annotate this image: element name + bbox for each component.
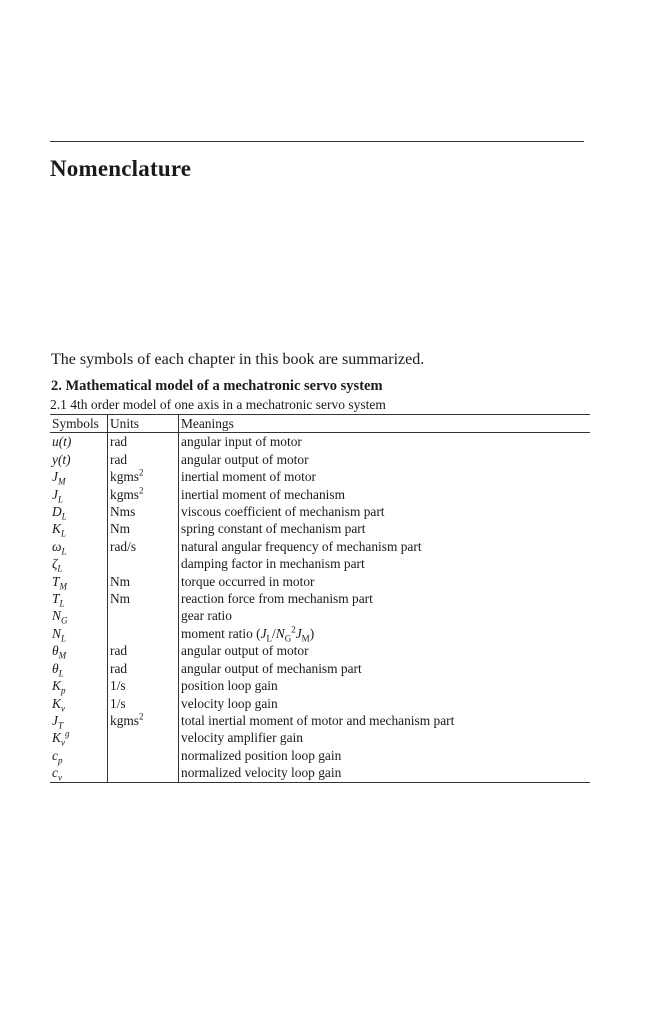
unit-cell — [108, 625, 179, 642]
symbol-cell: $N_G$ — [50, 607, 108, 624]
unit-cell — [108, 764, 179, 782]
column-header-symbols: Symbols — [50, 415, 108, 433]
symbol-cell: $K_v^g$ — [50, 729, 108, 746]
top-rule — [50, 141, 584, 142]
subsection-heading: 2.1 4th order model of one axis in a mechatronic servo system — [50, 397, 386, 412]
table-row — [50, 538, 590, 555]
symbol-cell: $\omega_L$ — [50, 538, 108, 555]
symbol-cell: $K_v$ — [50, 695, 108, 712]
table-row — [50, 729, 590, 746]
unit-cell — [108, 747, 179, 764]
unit-cell: Nm — [108, 573, 179, 590]
meaning-cell: normalized position loop gain — [181, 747, 342, 763]
table-row — [50, 468, 590, 485]
symbol-cell: $J_M$ — [50, 468, 108, 485]
symbol-cell: $T_M$ — [50, 573, 108, 590]
unit-cell: Nm — [108, 520, 179, 537]
unit-cell: rad — [108, 433, 179, 451]
symbol-cell: $N_L$ — [50, 625, 108, 642]
symbol-cell: $J_T$ — [50, 712, 108, 729]
unit-cell: kgms$^2$ — [108, 486, 179, 503]
symbol-cell: $D_L$ — [50, 503, 108, 520]
meaning-cell: velocity amplifier gain — [181, 730, 303, 746]
meaning-cell: torque occurred in motor — [181, 573, 315, 589]
page-title: Nomenclature — [50, 156, 192, 181]
meaning-cell: angular output of motor — [181, 451, 309, 467]
table-row — [50, 503, 590, 520]
table-row — [50, 642, 590, 659]
meaning-cell: angular output of mechanism part — [181, 660, 362, 676]
symbol-cell: $\zeta_L$ — [50, 555, 108, 572]
table-row — [50, 747, 590, 764]
unit-cell — [108, 555, 179, 572]
unit-cell: rad — [108, 642, 179, 659]
table-row — [50, 590, 590, 607]
symbol-cell: $\theta_L$ — [50, 660, 108, 677]
unit-cell: kgms$^2$ — [108, 712, 179, 729]
table-row — [50, 625, 590, 642]
meaning-cell: reaction force from mechanism part — [181, 591, 373, 607]
symbol-cell: $K_p$ — [50, 677, 108, 694]
table-row — [50, 451, 590, 468]
unit-cell: kgms$^2$ — [108, 468, 179, 485]
column-header-units: Units — [108, 415, 179, 433]
table-row — [50, 520, 590, 537]
section-heading: 2. Mathematical model of a mechatronic servo system — [51, 378, 383, 394]
table-row — [50, 660, 590, 677]
column-header-meanings: Meanings — [181, 416, 234, 431]
meaning-cell: angular output of motor — [181, 643, 309, 659]
meaning-cell: angular input of motor — [181, 434, 302, 450]
table-row — [50, 486, 590, 503]
table-row — [50, 695, 590, 712]
meaning-cell: velocity loop gain — [181, 695, 278, 711]
intro-text: The symbols of each chapter in this book are summarized. — [51, 351, 425, 368]
symbol-cell: $\theta_M$ — [50, 642, 108, 659]
table-row — [50, 764, 590, 782]
symbol-cell: $c_v$ — [50, 764, 108, 782]
unit-cell: rad — [108, 451, 179, 468]
symbol-cell: $K_L$ — [50, 520, 108, 537]
meaning-cell: gear ratio — [181, 608, 232, 624]
table-row — [50, 573, 590, 590]
unit-cell — [108, 607, 179, 624]
symbol-cell: $J_L$ — [50, 486, 108, 503]
meaning-cell: inertial moment of motor — [181, 469, 316, 485]
meaning-cell: inertial moment of mechanism — [181, 486, 345, 502]
meaning-cell: spring constant of mechanism part — [181, 521, 366, 537]
unit-cell: Nms — [108, 503, 179, 520]
unit-cell: 1/s — [108, 677, 179, 694]
table-header-row — [50, 415, 590, 433]
unit-cell: 1/s — [108, 695, 179, 712]
unit-cell — [108, 729, 179, 746]
unit-cell: Nm — [108, 590, 179, 607]
meaning-cell: viscous coefficient of mechanism part — [181, 504, 385, 520]
meaning-cell: natural angular frequency of mechanism part — [181, 538, 422, 554]
symbol-cell: u(t) — [50, 433, 108, 451]
meaning-cell: moment ratio $(J_L/N_G^2J_M)$ — [181, 624, 315, 644]
unit-cell: rad/s — [108, 538, 179, 555]
table-row — [50, 712, 590, 729]
table-row — [50, 433, 590, 451]
meaning-cell: position loop gain — [181, 678, 278, 694]
unit-cell: rad — [108, 660, 179, 677]
meaning-cell: damping factor in mechanism part — [181, 556, 365, 572]
meaning-cell: normalized velocity loop gain — [181, 765, 342, 781]
table-body — [50, 433, 590, 782]
meaning-cell: total inertial moment of motor and mechanism part — [181, 712, 455, 728]
symbol-cell: $c_p$ — [50, 747, 108, 764]
nomenclature-table — [50, 414, 590, 783]
table-row — [50, 607, 590, 624]
symbol-cell: y(t) — [50, 451, 108, 468]
table-row — [50, 555, 590, 572]
table-row — [50, 677, 590, 694]
symbol-cell: $T_L$ — [50, 590, 108, 607]
